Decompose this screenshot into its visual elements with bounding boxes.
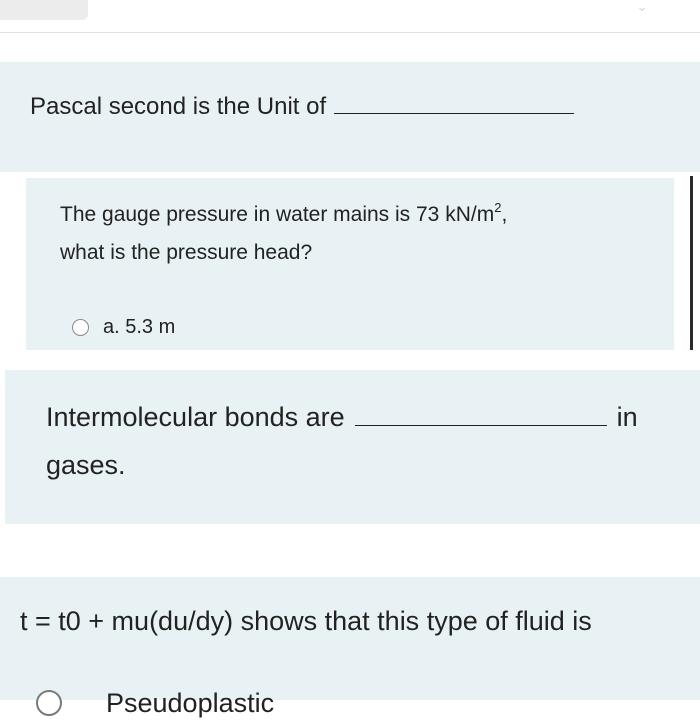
question-3-after: in: [616, 402, 638, 432]
superscript-2: 2: [494, 200, 502, 215]
question-2-text: The gauge pressure in water mains is 73 kN/m: [60, 203, 495, 226]
radio-button-icon[interactable]: [36, 690, 62, 716]
question-3: [46, 394, 691, 440]
answer-blank: [355, 403, 607, 426]
question-3-text: Intermolecular bonds are: [46, 402, 345, 432]
radio-button-icon[interactable]: [72, 319, 89, 336]
question-1: [30, 84, 574, 130]
option-partial-label: Pseudoplastic: [106, 688, 275, 718]
answer-blank: [334, 91, 574, 114]
question-2: [60, 196, 640, 272]
option-a[interactable]: [72, 312, 175, 342]
question-3-line2: gases.: [46, 450, 126, 480]
question-2-line2: what is the pressure head?: [60, 241, 313, 264]
scroll-indicator: [690, 176, 693, 350]
question-1-text: Pascal second is the Unit of: [30, 93, 327, 120]
chevron-icon: ⌄: [636, 0, 648, 14]
question-2-comma: ,: [501, 203, 508, 226]
top-divider: [0, 32, 700, 33]
top-bar-fragment: [0, 0, 88, 20]
question-4-text: t = t0 + mu(du/dy) shows that this type of fluid is: [20, 606, 592, 636]
option-a-label: a. 5.3 m: [103, 315, 176, 338]
